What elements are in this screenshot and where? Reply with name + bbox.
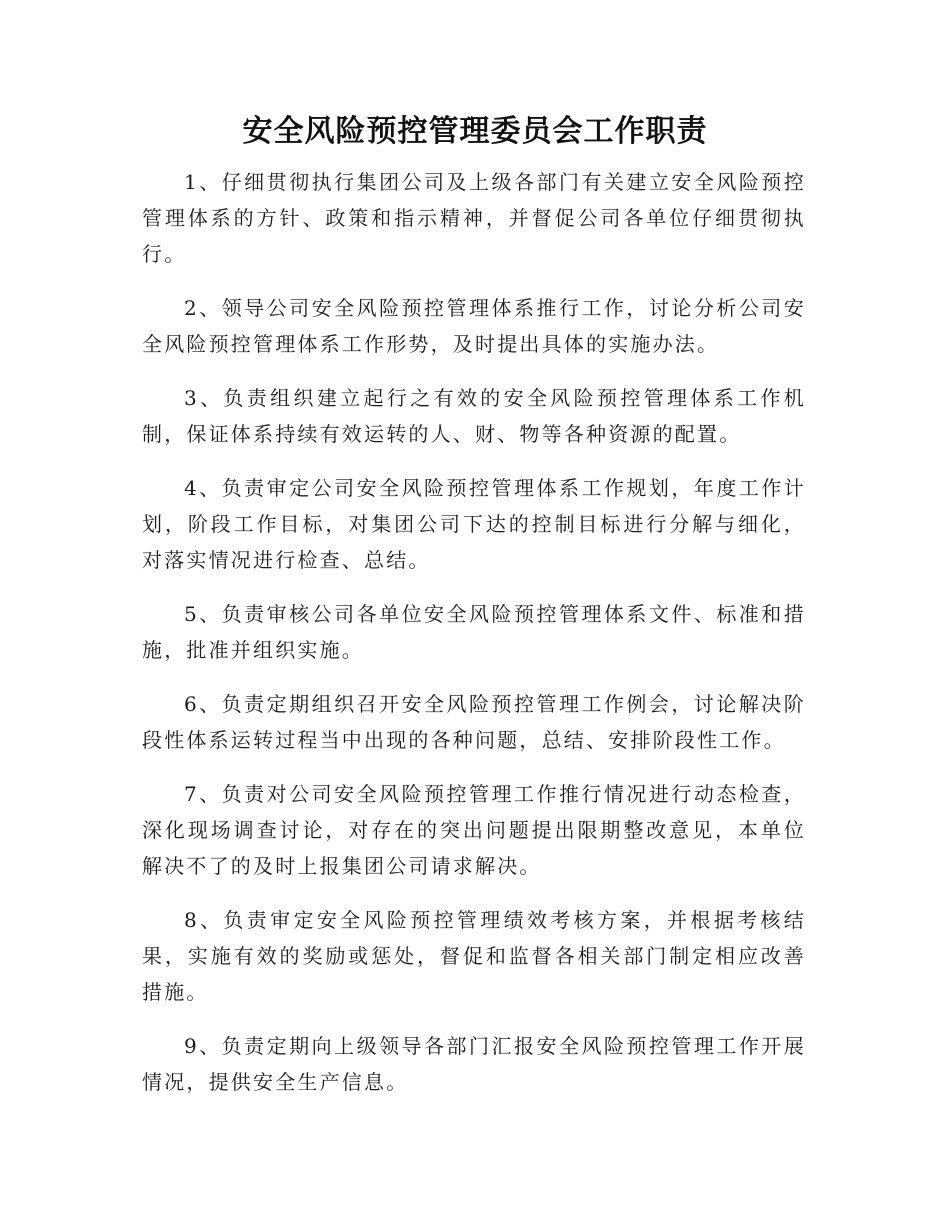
clause-1: 1、仔细贯彻执行集团公司及上级各部门有关建立安全风险预控管理体系的方针、政策和指示精神，并督促公司各单位仔细贯彻执行。 <box>142 170 806 266</box>
clause-6: 6、负责定期组织召开安全风险预控管理工作例会，讨论解决阶段性体系运转过程当中出现的各种问题，总结、安排阶段性工作。 <box>142 692 806 752</box>
document-title: 安全风险预控管理委员会工作职责 <box>242 114 708 149</box>
clause-2: 2、领导公司安全风险预控管理体系推行工作，讨论分析公司安全风险预控管理体系工作形势，及时提出具体的实施办法。 <box>142 296 806 356</box>
clause-4: 4、负责审定公司安全风险预控管理体系工作规划，年度工作计划，阶段工作目标，对集团公司下达的控制目标进行分解与细化，对落实情况进行检查、总结。 <box>142 476 806 572</box>
clause-5: 5、负责审核公司各单位安全风险预控管理体系文件、标准和措施，批准并组织实施。 <box>142 602 806 662</box>
clause-9: 9、负责定期向上级领导各部门汇报安全风险预控管理工作开展情况，提供安全生产信息。 <box>142 1034 806 1094</box>
document-body <box>142 164 806 1118</box>
clause-7: 7、负责对公司安全风险预控管理工作推行情况进行动态检查，深化现场调查讨论，对存在的突出问题提出限期整改意见，本单位解决不了的及时上报集团公司请求解决。 <box>142 782 806 878</box>
clause-3: 3、负责组织建立起行之有效的安全风险预控管理体系工作机制，保证体系持续有效运转的人、财、物等各种资源的配置。 <box>142 386 806 446</box>
clause-8: 8、负责审定安全风险预控管理绩效考核方案，并根据考核结果，实施有效的奖励或惩处，督促和监督各相关部门制定相应改善措施。 <box>142 908 806 1004</box>
